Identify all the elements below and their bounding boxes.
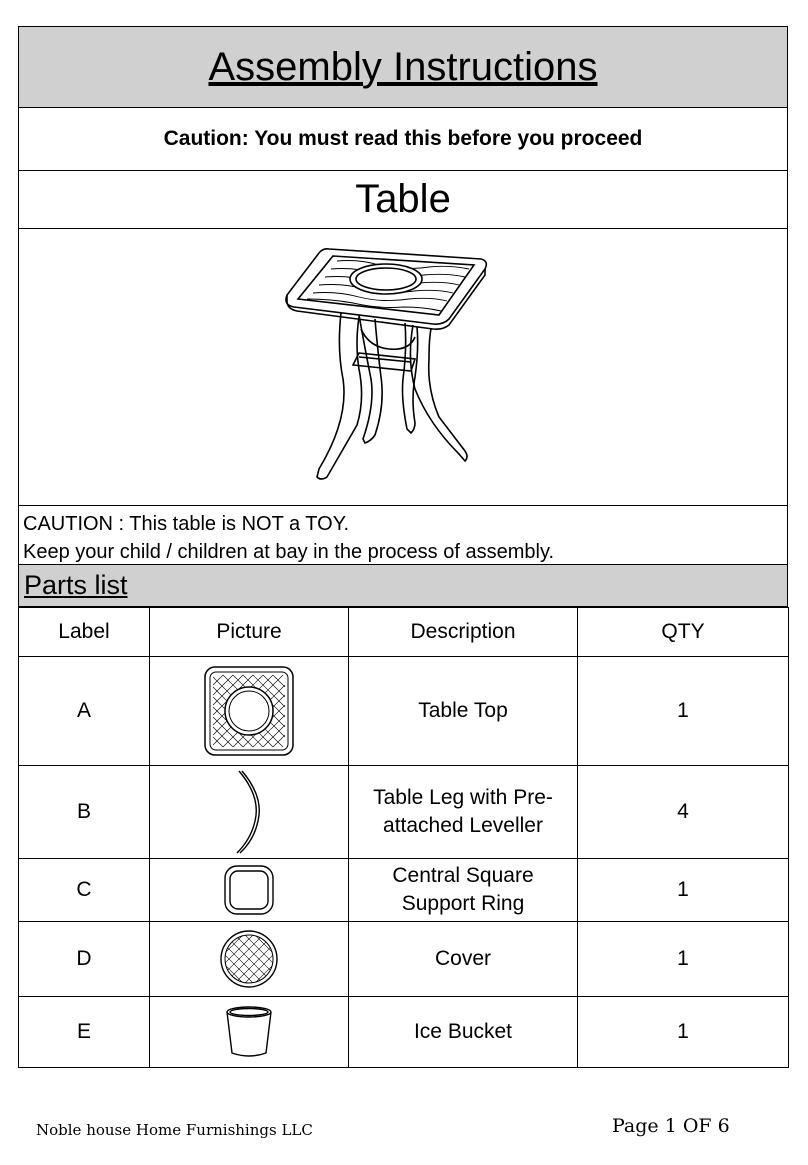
part-picture xyxy=(150,859,349,922)
part-picture xyxy=(150,766,349,859)
description-line: attached Leveller xyxy=(383,814,543,837)
table-row xyxy=(19,657,789,766)
part-qty: 1 xyxy=(578,922,789,997)
product-illustration xyxy=(18,229,788,506)
description-line: Table Leg with Pre- xyxy=(373,786,553,809)
part-label: B xyxy=(19,766,150,859)
part-qty: 1 xyxy=(578,997,789,1068)
part-description xyxy=(349,766,578,859)
instruction-sheet xyxy=(18,26,788,1068)
column-header-description: Description xyxy=(349,608,578,657)
part-description: Cover xyxy=(349,922,578,997)
part-label: E xyxy=(19,997,150,1068)
part-label: C xyxy=(19,859,150,922)
part-description xyxy=(349,859,578,922)
part-picture xyxy=(150,657,349,766)
part-description: Table Top xyxy=(349,657,578,766)
table-row xyxy=(19,922,789,997)
part-label: A xyxy=(19,657,150,766)
product-name: Table xyxy=(18,171,788,229)
cover-icon xyxy=(219,929,279,989)
warning-line-2: Keep your child / children at bay in the process of assembly. xyxy=(23,541,555,563)
part-qty: 1 xyxy=(578,859,789,922)
ice-bucket-icon xyxy=(224,1005,274,1059)
column-header-label: Label xyxy=(19,608,150,657)
parts-list-title: Parts list xyxy=(24,570,128,600)
table-row xyxy=(19,766,789,859)
part-picture xyxy=(150,997,349,1068)
table-leg-icon xyxy=(229,769,269,855)
description-line: Central Square xyxy=(392,864,534,887)
support-ring-icon xyxy=(222,863,276,917)
parts-table xyxy=(18,607,789,1068)
table-row xyxy=(19,859,789,922)
table-row xyxy=(19,997,789,1068)
description-line: Support Ring xyxy=(401,892,525,915)
parts-table-header xyxy=(19,608,789,657)
safety-warning xyxy=(18,506,788,565)
title-bar xyxy=(18,26,788,108)
assembled-table-icon xyxy=(19,229,789,506)
part-picture xyxy=(150,922,349,997)
column-header-picture: Picture xyxy=(150,608,349,657)
page-number: Page 1 OF 6 xyxy=(612,1115,730,1137)
part-label: D xyxy=(19,922,150,997)
page-title: Assembly Instructions xyxy=(208,44,598,89)
company-name: Noble house Home Furnishings LLC xyxy=(36,1121,313,1139)
caution-banner: Caution: You must read this before you proceed xyxy=(18,108,788,171)
part-qty: 1 xyxy=(578,657,789,766)
table-top-icon xyxy=(203,665,295,757)
part-qty: 4 xyxy=(578,766,789,859)
part-description: Ice Bucket xyxy=(349,997,578,1068)
warning-line-1: CAUTION : This table is NOT a TOY. xyxy=(23,513,350,535)
column-header-qty: QTY xyxy=(578,608,789,657)
parts-list-heading xyxy=(18,565,788,607)
